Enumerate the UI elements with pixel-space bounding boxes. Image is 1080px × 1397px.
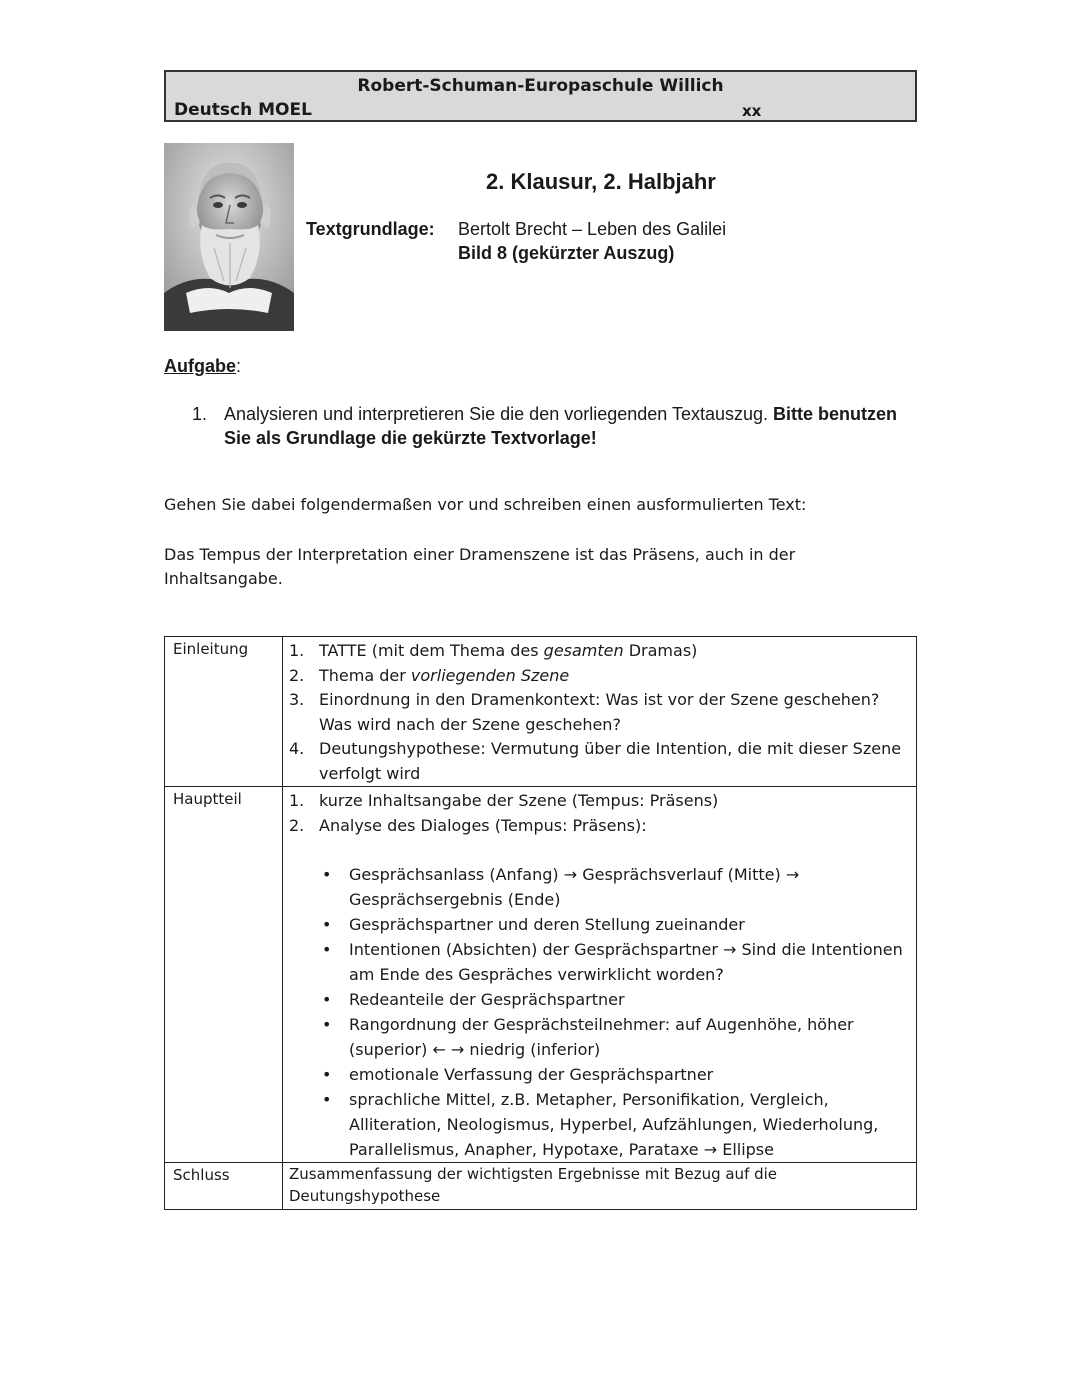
task-item-number: 1. (192, 404, 208, 424)
instruction-line-2: Das Tempus der Interpretation einer Dramenszene ist das Präsens, auch in der Inhaltsangabe. (164, 545, 796, 588)
textbasis-excerpt: Bild 8 (gekürzter Auszug) (458, 243, 675, 263)
subject-label: Deutsch MOEL (174, 100, 312, 120)
bullet-item: • Redeanteile der Gesprächspartner (319, 987, 910, 1012)
header-box (164, 70, 917, 122)
galilei-portrait-image (164, 143, 294, 331)
item-text: Einordnung in den Dramenkontext: Was ist vor der Szene geschehen? Was wird nach der Szene geschehen? (319, 690, 880, 734)
item-emphasis: gesamten (543, 641, 624, 660)
table-row-einleitung (165, 637, 917, 787)
bullet-item: • sprachliche Mittel, z.B. Metapher, Personifikation, Vergleich, Alliteration, Neologismus, Hyperbel, Aufzählungen, Wiederholung, Parallelismus, Anapher, Hypotaxe, Parataxe → Ellipse (319, 1087, 910, 1162)
task-item-text: Analysieren und interpretieren Sie die den vorliegenden Textauszug. (224, 404, 774, 424)
row-label-schluss: Schluss (165, 1163, 283, 1210)
list-item (289, 688, 910, 737)
bullet-item: • Gesprächspartner und deren Stellung zueinander (319, 912, 910, 937)
list-item (289, 737, 910, 786)
row-content-einleitung (283, 637, 917, 787)
task-item (192, 402, 912, 450)
item-number: 3. (289, 690, 305, 709)
bullet-item: • Gesprächsanlass (Anfang) → Gesprächsverlauf (Mitte) → Gesprächsergebnis (Ende) (319, 862, 910, 912)
table-row-hauptteil (165, 787, 917, 1163)
item-text: Dramas) (623, 641, 698, 660)
structure-table (164, 636, 917, 1210)
bullet-item: • Rangordnung der Gesprächsteilnehmer: auf Augenhöhe, höher (superior) ← → niedrig (inferior) (319, 1012, 910, 1062)
bullet-item: • emotionale Verfassung der Gesprächspartner (319, 1062, 910, 1087)
task-heading (164, 356, 241, 377)
instruction-line-1: Gehen Sie dabei folgendermaßen vor und schreiben einen ausformulierten Text: (164, 495, 807, 514)
item-text: Thema der (319, 665, 411, 685)
row-label-hauptteil: Hauptteil (165, 787, 283, 1163)
list-item (289, 814, 910, 839)
list-item (289, 789, 910, 814)
item-emphasis: vorliegenden Szene (410, 665, 570, 685)
item-text: Deutungshypothese: Vermutung über die Intention, die mit dieser Szene verfolgt wird (319, 739, 902, 783)
textbasis-author-work: Bertolt Brecht – Leben des Galilei (458, 219, 727, 239)
exam-title: 2. Klausur, 2. Halbjahr (486, 169, 716, 194)
item-number: 1. (289, 791, 305, 810)
portrait-illustration (164, 143, 294, 331)
item-text: TATTE (mit dem Thema des (319, 641, 544, 660)
task-heading-label: Aufgabe (164, 356, 236, 376)
item-number: 2. (289, 815, 305, 835)
table-row-schluss (165, 1163, 917, 1210)
class-code: xx (742, 102, 762, 120)
list-item (289, 639, 910, 664)
school-name: Robert-Schuman-Europaschule Willich (357, 76, 724, 96)
item-text: kurze Inhaltsangabe der Szene (Tempus: Präsens) (319, 791, 719, 810)
item-number: 2. (289, 665, 305, 685)
bullet-item: • Intentionen (Absichten) der Gesprächspartner → Sind die Intentionen am Ende des Gespräches verwirklicht worden? (319, 937, 910, 987)
row-label-einleitung: Einleitung (165, 637, 283, 787)
list-item (289, 664, 910, 689)
textbasis-label: Textgrundlage: (306, 219, 435, 239)
task-heading-colon: : (236, 356, 242, 376)
row-content-hauptteil (283, 787, 917, 1163)
task-item-emphasis: Bitte benutzen Sie als Grundlage die gekürzte Textvorlage! (224, 404, 898, 448)
item-number: 1. (289, 641, 305, 660)
item-text: Analyse des Dialoges (Tempus: Präsens): (319, 815, 647, 835)
item-number: 4. (289, 739, 305, 758)
row-content-schluss: Zusammenfassung der wichtigsten Ergebnisse mit Bezug auf die Deutungshypothese (283, 1163, 917, 1210)
analysis-bullet-list (289, 862, 910, 1162)
